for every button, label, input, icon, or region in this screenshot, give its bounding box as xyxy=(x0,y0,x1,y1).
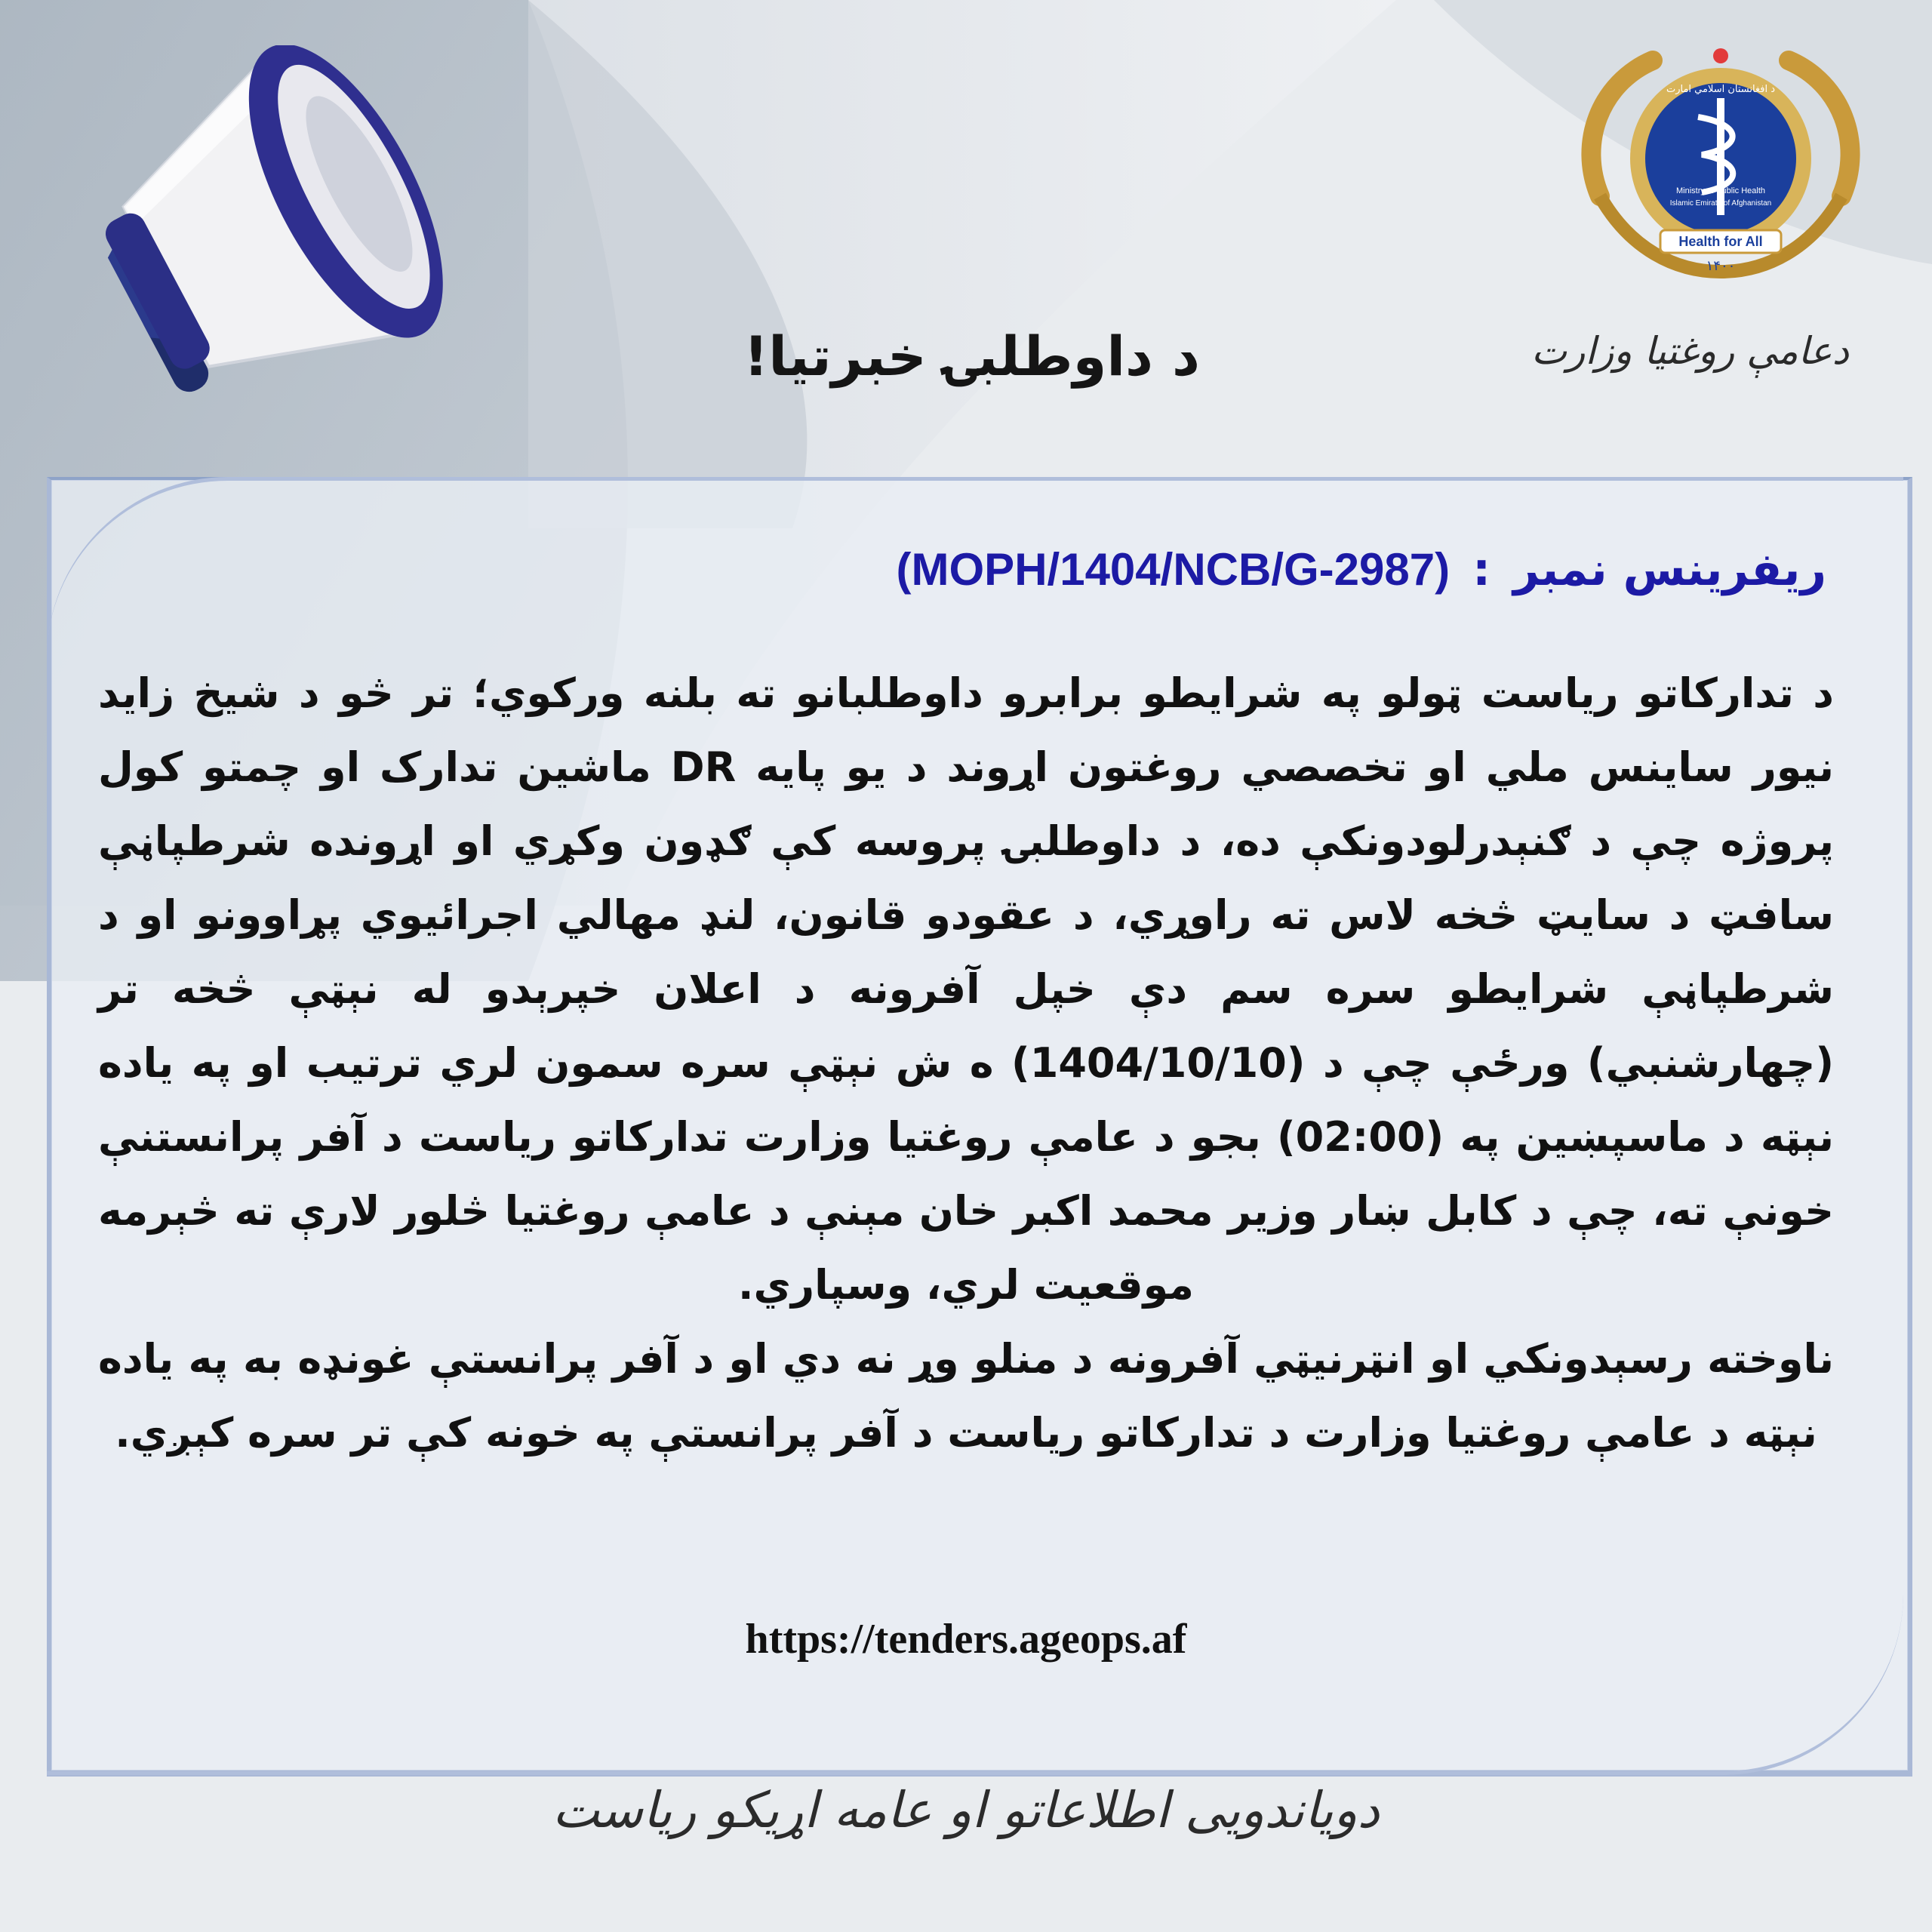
emblem-ring-text-en-1: Ministry of Public Health xyxy=(1676,186,1765,195)
reference-line xyxy=(897,543,1826,596)
announcement-paragraph-1: د تدارکاتو ریاست ټولو په شرایطو برابرو داوطلبانو ته بلنه ورکوي؛ تر څو د شیخ زاید نیور ساینس ملي او تخصصي روغتون اړوند د یو پایه DR ماشین تدارک او چمتو کول پروژه چې د ګنېدرلودونکې ده، د داوطلبۍ پروسه کې ګډون وکړي او اړونده شرطپاڼې سافټ د سایټ څخه لاس ته راوړي، د عقودو قانون، لنډ مهالي اجرائیوي پړاوونو او د شرطپاڼې شرایطو سره سم دې خپل آفرونه د اعلان خپرېدو له نېټې څخه تر (چهارشنبي) ورځې چې د (1404/10/10) ه ش نېټې سره سمون لري ترتیب او په یاده نېټه د ماسپښین په (02:00) بجو د عامې روغتیا وزارت تدارکاتو ریاست د آفر پرانستنې خونې ته، چې د کابل ښار وزیر محمد اکبر خان مېنې د عامې روغتیا څلور لارې ته څېرمه موقعیت لري، وسپاري. xyxy=(98,669,1834,1309)
reference-label: ریفرینس نمبر xyxy=(1513,543,1826,596)
page-title: د داوطلبۍ خبرتیا! xyxy=(743,325,1200,388)
emblem-motto: Health for All xyxy=(1678,234,1763,249)
ministry-emblem-icon xyxy=(1570,45,1872,287)
announcement-paragraph-2: ناوخته رسېدونکي او انټرنیټي آفرونه د منلو وړ نه دي او د آفر پرانستې غونډه به په یاده نېټه د عامې روغتیا وزارت د تدارکاتو ریاست د آفر پرانستې په خونه کې تر سره کېږي. xyxy=(98,1335,1834,1457)
emblem-ring-text-en-2: Islamic Emirate of Afghanistan xyxy=(1669,199,1772,208)
ministry-calligraphy: دعامې روغتیا وزارت xyxy=(1531,329,1849,373)
megaphone-icon xyxy=(68,45,491,408)
emblem-year: ۱۴۰۰ xyxy=(1706,258,1736,274)
reference-number: (MOPH/1404/NCB/G-2987) xyxy=(896,544,1451,595)
announcement-body xyxy=(98,657,1834,1470)
emblem-ring-text-ps: د افغانستان اسلامي امارت xyxy=(1666,84,1776,95)
tender-url-link[interactable]: https://tenders.ageops.af xyxy=(745,1616,1187,1663)
footer-calligraphy: دویاندویی اطلاعاتو او عامه اړیکو ریاست xyxy=(552,1781,1380,1839)
reference-colon: : xyxy=(1472,543,1491,596)
